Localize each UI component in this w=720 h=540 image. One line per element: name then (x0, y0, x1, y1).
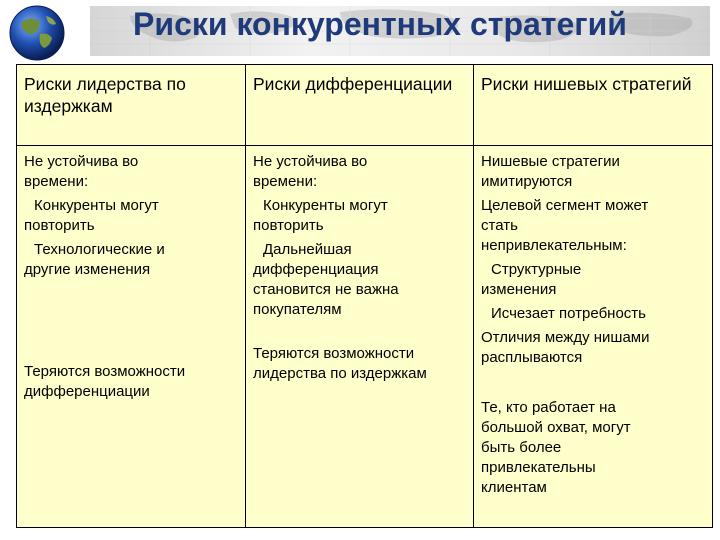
list-item: Теряются возможности (253, 345, 415, 362)
list-item: лидерства по издержкам (253, 365, 427, 382)
column-header-niche: Риски нишевых стратегий (474, 65, 713, 146)
list-item: покупателям (253, 301, 342, 318)
list-item: имитируются (481, 173, 573, 190)
table-header-row (17, 65, 713, 146)
list-item: дифференциация (253, 261, 379, 278)
cell-differentiation-risks (246, 146, 474, 528)
list-item: времени: (24, 173, 89, 190)
list-item: непривлекательным: (481, 237, 627, 254)
list-item: Структурные (491, 261, 582, 278)
list-item: изменения (481, 281, 557, 298)
list-item: дифференциации (24, 383, 150, 400)
page-title: Риски конкурентных стратегий (133, 6, 627, 42)
globe-icon (8, 4, 66, 62)
list-item: Нишевые стратегии (481, 153, 620, 170)
list-item: Отличия между нишами (481, 329, 650, 346)
list-item: времени: (253, 173, 318, 190)
list-item: Технологические и (34, 241, 165, 258)
list-item: привлекательны (481, 459, 596, 476)
cell-niche-risks (474, 146, 713, 528)
list-item: стать (481, 217, 518, 234)
list-item: расплываются (481, 349, 583, 366)
list-item: Исчезает потребность (491, 305, 646, 322)
column-header-differentiation: Риски дифференциации (246, 65, 474, 146)
list-item: Конкуренты могут (263, 197, 388, 214)
list-item: повторить (253, 217, 324, 234)
column-header-cost-leadership: Риски лидерства по издержкам (17, 65, 246, 146)
list-item: большой охват, могут (481, 419, 631, 436)
list-item: Не устойчива во (24, 153, 139, 170)
list-item: Те, кто работает на (481, 399, 616, 416)
slide-header (0, 0, 720, 60)
list-item: другие изменения (24, 261, 151, 278)
list-item: повторить (24, 217, 95, 234)
list-item: Дальнейшая (263, 241, 352, 258)
risks-table (16, 64, 713, 528)
list-item: Целевой сегмент может (481, 197, 649, 214)
list-item: Теряются возможности (24, 363, 186, 380)
list-item: Конкуренты могут (34, 197, 159, 214)
list-item: клиентам (481, 479, 547, 496)
table-body-row (17, 146, 713, 528)
cell-cost-leadership-risks (17, 146, 246, 528)
list-item: Не устойчива во (253, 153, 368, 170)
list-item: быть более (481, 439, 562, 456)
list-item: становится не важна (253, 281, 399, 298)
